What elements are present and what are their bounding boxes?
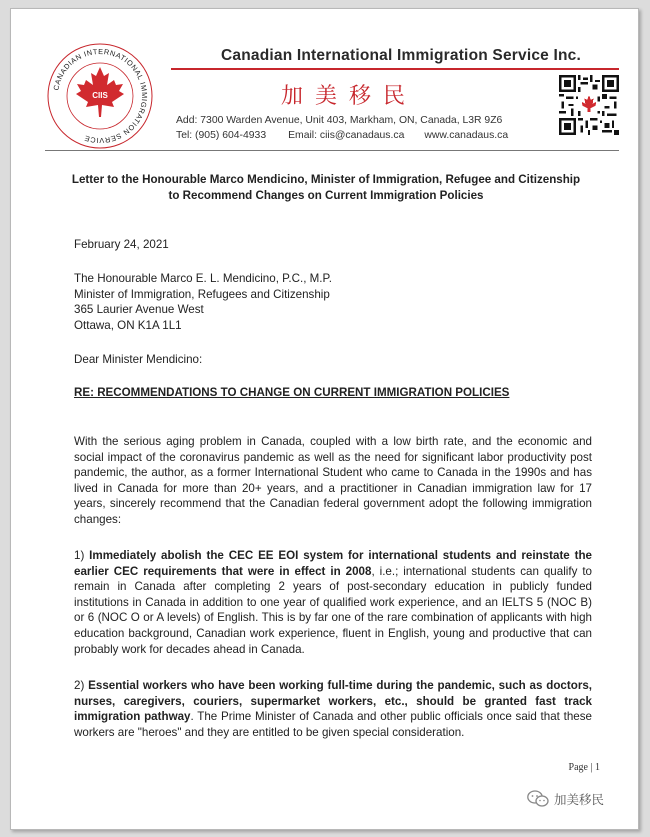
- wechat-account-name: 加美移民: [554, 792, 605, 807]
- recommendation-2-emphasis: Essential workers who have been working full-time during the pandemic, such as doctors, nurses, caregivers, couriers, supermarket workers, etc., should be granted fast track immigration pathway: [74, 679, 593, 724]
- address-line: Add: 7300 Warden Avenue, Unit 403, Markham, ON, Canada, L3R 9Z6: [176, 115, 503, 126]
- contact-block: [176, 113, 508, 143]
- contact-line: [176, 128, 508, 143]
- company-chinese-name: 加美移民: [281, 84, 418, 109]
- letter-title: Letter to the Honourable Marco Mendicino, Minister of Immigration, Refugee and Citizenship to Recommend Changes on Current Immigration Policies: [71, 173, 581, 202]
- subject-line: RE: RECOMMENDATIONS TO CHANGE ON CURRENT IMMIGRATION POLICIES: [74, 386, 510, 399]
- header-red-rule: [171, 68, 619, 70]
- email-link[interactable]: Email: ciis@canadaus.ca: [288, 130, 405, 141]
- salutation: Dear Minister Mendicino:: [74, 353, 203, 366]
- website-link[interactable]: www.canadaus.ca: [424, 130, 509, 141]
- tel-text: Tel: (905) 604-4933: [176, 130, 267, 141]
- recommendation-number: 1): [74, 549, 90, 562]
- intro-paragraph: With the serious aging problem in Canada, coupled with a low birth rate, and the economic and social impact of the coronavirus pandemic as well as the need for significant labor productivity post pandemic, the author, as a former International Student who came to Canada in the 1990s and has lived in Canada for more than 20+ years, and a practitioner in Canadian immigration law for 17 years, sincerely recommend that the Canadian federal government adopt the following immigration changes:: [74, 435, 592, 526]
- seal-center-text: CIIS: [92, 91, 108, 100]
- recipient-line: 365 Laurier Avenue West: [74, 303, 204, 317]
- company-name: Canadian International Immigration Service Inc.: [221, 47, 581, 64]
- recommendation-1-emphasis: Immediately abolish the CEC EE EOI system for international students and reinstate the earlier CEC requirements that were in effect in 2008: [74, 549, 593, 578]
- recommendation-number: 2): [74, 679, 89, 692]
- recipient-block: [74, 271, 592, 333]
- qr-code-icon: [559, 75, 619, 135]
- letter-date: February 24, 2021: [74, 238, 169, 251]
- recipient-line: Ottawa, ON K1A 1L1: [74, 318, 182, 332]
- header-divider: [45, 150, 619, 151]
- ciis-seal-logo: [45, 41, 155, 151]
- recommendation-1-detail: , i.e.; international students can qualify to remain in Canada after completing 2 years of post-secondary education in publicly funded institutions in Canada in addition to one year of qualified work experience, and an IELTS 5 (NOC B) or 6 (NOC O or A levels) of English. This is by far one of the rare combination of applicants with high education background, Canadian work experience, fluent in English, young and productive that can probably work for decades ahead in Canada.: [74, 564, 593, 656]
- recommendation-1: [74, 548, 592, 657]
- wechat-icon: [527, 790, 549, 808]
- letter-page: [10, 8, 639, 830]
- recommendation-2: [74, 678, 592, 740]
- recommendation-2-detail: . The Prime Minister of Canada and other public officials once said that these workers are "heroes" and they are entitled to be given special consideration.: [74, 710, 592, 739]
- recipient-line: The Honourable Marco E. L. Mendicino, P.C., M.P.: [74, 272, 332, 285]
- wechat-watermark: [527, 790, 604, 808]
- seal-ring-text: CANADIAN INTERNATIONAL IMMIGRATION SERVICE: [51, 46, 150, 146]
- recipient-line: Minister of Immigration, Refugees and Citizenship: [74, 287, 330, 301]
- page-number: Page | 1: [568, 762, 600, 773]
